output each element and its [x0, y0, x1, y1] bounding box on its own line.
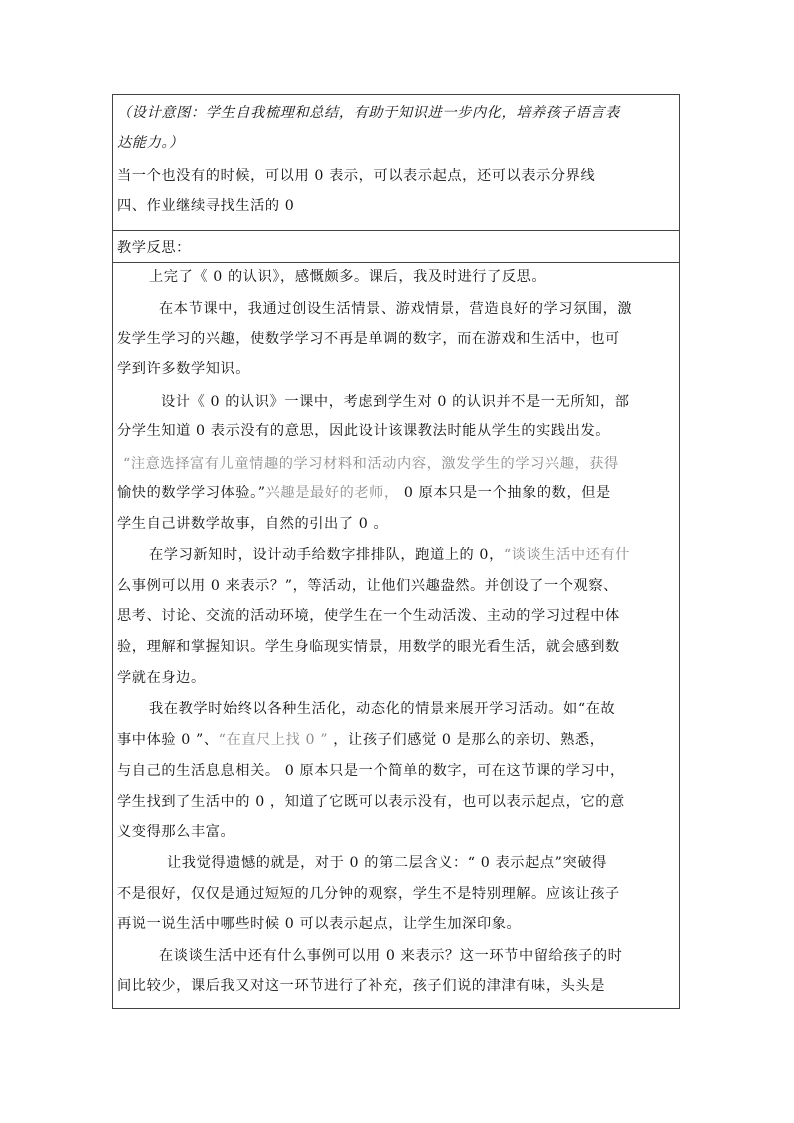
reflection-para-4-line-3: 思考、讨论、交流的活动环境，使学生在一个生动活泼、主动的学习过程中体 [117, 608, 620, 624]
reflection-para-6-line-2: 不是很好，仅仅是通过短短的几分钟的观察，学生不是特别理解。应该让孩子 [117, 886, 620, 902]
quote-end: 愉快的数学学习体验。” [117, 485, 266, 501]
reflection-para-6-line-3: 再说一说生活中哪些时候 0 可以表示起点，让学生加深印象。 [117, 916, 522, 932]
homework-line: 四、作业继续寻找生活的 0 [117, 198, 295, 214]
design-intent-line-2: 达能力。） [117, 135, 184, 151]
reflection-body-cell [113, 263, 679, 1008]
design-intent-line-1: （设计意图：学生自我梳理和总结，有助于知识进一步内化，培养孩子语言表 [117, 105, 620, 121]
reflection-para-3-line-2: 分学生知道 0 表示没有的意思，因此设计该课教法时能从学生的实践出发。 [117, 423, 611, 439]
reflection-header-cell [113, 231, 679, 263]
reflection-para-4-line-4: 验，理解和掌握知识。学生身临现实情景，用数学的眼光看生活，就会感到数 [117, 639, 620, 655]
reflection-para-2-line-2: 发学生学习的兴趣，使数学学习不再是单调的数字，而在游戏和生活中，也可 [117, 331, 620, 347]
reflection-para-4-line-5: 学就在身边。 [117, 670, 206, 686]
document-table [112, 94, 680, 1009]
reflection-para-7-line-1: 在谈谈生活中还有什么事例可以用 0 来表示？这一环节中留给孩子的时 [159, 948, 623, 964]
talk-life-quote: “谈谈生活中还有什 [503, 547, 631, 563]
reflection-para-3-line-5: 学生自己讲数学故事，自然的引出了 0 。 [117, 516, 389, 532]
reflection-para-4-line-1 [149, 545, 705, 565]
reflection-para-2-line-1: 在本节课中，我通过创设生活情景、游戏情景，营造良好的学习氛围，激 [159, 301, 633, 317]
reflection-para-4-line-2: 么事例可以用 0 来表示？”，等活动，让他们兴趣盎然。并创设了一个观察、 [117, 578, 618, 594]
story-experience-text: 事中体验 0 ”、 [117, 732, 219, 748]
reflection-para-5-line-4: 学生找到了生活中的 0 ，知道了它既可以表示没有，也可以表示起点，它的意 [117, 794, 625, 810]
reflection-para-3-line-4 [117, 483, 673, 503]
design-intent-cell [113, 95, 679, 231]
ruler-find-zero-text: “在直尺上找 0 ” [218, 732, 329, 748]
reflection-para-7-line-2: 间比较少，课后我又对这一环节进行了补充，孩子们说的津津有味，头头是 [117, 978, 605, 994]
reflection-heading: 教学反思： [117, 240, 191, 256]
reflection-para-5-line-3: 与自己的生活息息相关。 0 原本只是一个简单的数字，可在这节课的学习中， [117, 763, 625, 779]
reflection-para-5-line-2 [117, 730, 673, 750]
new-knowledge-text: 在学习新知时，设计动手给数字排排队，跑道上的 0， [149, 547, 504, 563]
abstract-number-text: 0 原本只是一个抽象的数，但是 [398, 485, 611, 501]
interest-teacher-text: 兴趣是最好的老师， [265, 485, 399, 501]
reflection-para-2-line-3: 学到许多数学知识。 [117, 361, 251, 377]
reflection-quote-line: “注意选择富有儿童情趣的学习材料和活动内容，激发学生的学习兴趣，获得 [123, 456, 619, 472]
zero-summary-line: 当一个也没有的时候，可以用 0 表示，可以表示起点，还可以表示分界线 [117, 168, 596, 184]
reflection-para-3-line-1: 设计《 0 的认识》一课中，考虑到学生对 0 的认识并不是一无所知，部 [161, 394, 630, 410]
kids-feel-text: ，让孩子们感觉 0 是那么的亲切、熟悉， [328, 732, 605, 748]
reflection-para-6-line-1: 让我觉得遗憾的就是，对于 0 的第二层含义：“ 0 表示起点”突破得 [167, 855, 607, 871]
reflection-para-5-line-1: 我在教学时始终以各种生活化，动态化的情景来展开学习活动。如“在故 [149, 701, 616, 717]
reflection-para-1: 上完了《 0 的认识》，感慨颇多。课后，我及时进行了反思。 [149, 269, 547, 285]
reflection-para-5-line-5: 义变得那么丰富。 [117, 824, 236, 840]
